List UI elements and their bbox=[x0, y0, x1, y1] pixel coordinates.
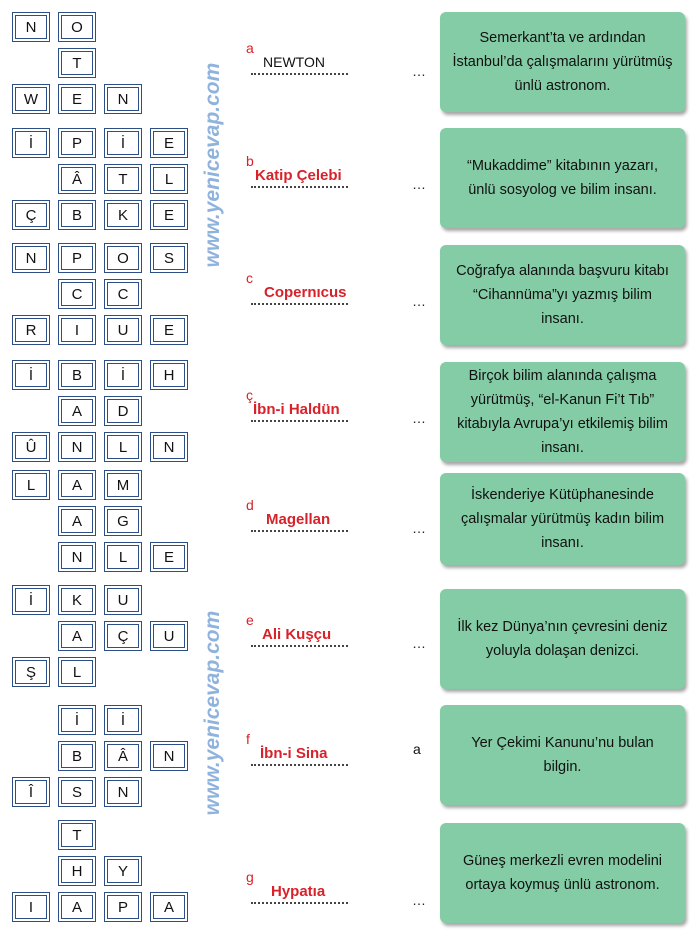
puzzle-tile bbox=[12, 12, 50, 42]
puzzle-letter: N bbox=[71, 438, 83, 456]
puzzle-tile bbox=[150, 741, 188, 771]
answer-text: Copernıcus bbox=[264, 284, 347, 301]
puzzle-tile bbox=[58, 741, 96, 771]
puzzle-letter: O bbox=[117, 249, 129, 267]
puzzle-tile bbox=[12, 432, 50, 462]
puzzle-tile bbox=[58, 621, 96, 651]
description-text: İlk kez Dünya’nın çevresini deniz yoluyla dolaşan denizci. bbox=[457, 619, 668, 659]
description-text: Güneş merkezli evren modelini ortaya koymuş ünlü astronom. bbox=[462, 853, 663, 893]
answer-blank-line[interactable] bbox=[251, 303, 348, 305]
answer-blank-line[interactable] bbox=[251, 73, 348, 75]
puzzle-letter: L bbox=[26, 476, 36, 494]
puzzle-letter: P bbox=[71, 134, 82, 152]
puzzle-letter: Ç bbox=[25, 206, 37, 224]
description-text: “Mukaddime” kitabının yazarı, ünlü sosyolog ve bilim insanı. bbox=[467, 158, 658, 198]
puzzle-letter: Ş bbox=[25, 663, 36, 681]
puzzle-letter: A bbox=[71, 627, 82, 645]
description-text: Coğrafya alanında başvuru kitabı “Cihannüma”yı yazmış bilim insanı. bbox=[456, 263, 669, 327]
puzzle-tile bbox=[150, 432, 188, 462]
puzzle-tile bbox=[150, 892, 188, 922]
answer-text: Hypatıa bbox=[271, 883, 326, 900]
puzzle-letter: M bbox=[116, 476, 130, 494]
description-card bbox=[440, 245, 685, 345]
puzzle-tile bbox=[58, 432, 96, 462]
puzzle-tile bbox=[12, 892, 50, 922]
puzzle-tile bbox=[150, 542, 188, 572]
description-text: Birçok bilim alanında çalışma yürütmüş, “el-Kanun Fi’t Tıb” kitabıyla Avrupa’yı etkilemiş bilim insanı. bbox=[457, 368, 668, 456]
answer-text: İbn-i Haldün bbox=[253, 401, 340, 418]
puzzle-tile bbox=[104, 892, 142, 922]
puzzle-letter: D bbox=[117, 402, 129, 420]
description-card bbox=[440, 589, 685, 689]
puzzle-tile bbox=[150, 243, 188, 273]
puzzle-letter: E bbox=[163, 321, 174, 339]
puzzle-letter: Â bbox=[71, 170, 82, 188]
answer-blank-line[interactable] bbox=[251, 420, 348, 422]
puzzle-tile bbox=[104, 315, 142, 345]
puzzle-tile bbox=[150, 200, 188, 230]
answer-blank-line[interactable] bbox=[251, 530, 348, 532]
puzzle-tile bbox=[104, 705, 142, 735]
puzzle-letter: E bbox=[163, 548, 174, 566]
puzzle-tile bbox=[104, 396, 142, 426]
puzzle-tile bbox=[58, 542, 96, 572]
puzzle-letter: N bbox=[25, 249, 37, 267]
match-blank[interactable]: … bbox=[412, 293, 427, 309]
puzzle-letter: İ bbox=[120, 134, 126, 152]
answer-blank-line[interactable] bbox=[251, 764, 348, 766]
description-card bbox=[440, 823, 685, 923]
description-card bbox=[440, 362, 685, 462]
puzzle-letter: I bbox=[74, 321, 80, 339]
item-letter: f bbox=[246, 731, 250, 747]
puzzle-tile bbox=[58, 243, 96, 273]
puzzle-tile bbox=[58, 279, 96, 309]
puzzle-letter: I bbox=[28, 898, 34, 916]
puzzle-letter: N bbox=[117, 783, 129, 801]
puzzle-letter: A bbox=[71, 402, 82, 420]
puzzle-letter: B bbox=[71, 206, 82, 224]
item-letter: g bbox=[246, 869, 254, 885]
puzzle-tile bbox=[104, 470, 142, 500]
puzzle-letter: C bbox=[117, 285, 129, 303]
puzzle-letter: L bbox=[118, 548, 128, 566]
match-blank[interactable]: … bbox=[412, 63, 427, 79]
puzzle-letter: A bbox=[71, 476, 82, 494]
match-blank[interactable]: … bbox=[412, 410, 427, 426]
puzzle-tile bbox=[58, 164, 96, 194]
puzzle-letter: U bbox=[163, 627, 175, 645]
puzzle-letter: L bbox=[72, 663, 82, 681]
puzzle-letter: Û bbox=[25, 438, 37, 456]
description-card bbox=[440, 705, 685, 805]
puzzle-letter: B bbox=[71, 366, 82, 384]
puzzle-letter: R bbox=[25, 321, 37, 339]
puzzle-tile bbox=[58, 777, 96, 807]
puzzle-tile bbox=[58, 48, 96, 78]
puzzle-tile bbox=[104, 506, 142, 536]
puzzle-tile bbox=[104, 84, 142, 114]
puzzle-tile bbox=[104, 164, 142, 194]
puzzle-tile bbox=[104, 585, 142, 615]
puzzle-letter: O bbox=[71, 18, 83, 36]
puzzle-letter: A bbox=[163, 898, 174, 916]
puzzle-tile bbox=[58, 470, 96, 500]
puzzle-letter: Y bbox=[117, 862, 128, 880]
puzzle-tile bbox=[104, 128, 142, 158]
puzzle-tile bbox=[58, 705, 96, 735]
puzzle-tile bbox=[104, 741, 142, 771]
puzzle-letter: G bbox=[117, 512, 129, 530]
puzzle-letter: K bbox=[117, 206, 128, 224]
puzzle-letter: E bbox=[163, 134, 174, 152]
puzzle-letter: N bbox=[71, 548, 83, 566]
answer-blank-line[interactable] bbox=[251, 645, 348, 647]
answer-text: Ali Kuşçu bbox=[262, 626, 332, 643]
puzzle-letter: P bbox=[117, 898, 128, 916]
puzzle-tile bbox=[150, 360, 188, 390]
match-blank[interactable]: … bbox=[412, 520, 427, 536]
puzzle-tile bbox=[12, 657, 50, 687]
description-text: İskenderiye Kütüphanesinde çalışmalar yürütmüş kadın bilim insanı. bbox=[460, 487, 665, 551]
puzzle-tile bbox=[104, 360, 142, 390]
puzzle-tile bbox=[58, 506, 96, 536]
puzzle-tile bbox=[104, 621, 142, 651]
puzzle-tile bbox=[12, 777, 50, 807]
puzzle-letter: T bbox=[72, 826, 82, 844]
puzzle-letter: T bbox=[118, 170, 128, 188]
puzzle-letter: S bbox=[163, 249, 174, 267]
puzzle-letter: P bbox=[71, 249, 82, 267]
puzzle-tile bbox=[58, 315, 96, 345]
puzzle-letter: İ bbox=[28, 366, 34, 384]
puzzle-tile bbox=[58, 128, 96, 158]
puzzle-letter: A bbox=[71, 898, 82, 916]
puzzle-tile bbox=[104, 856, 142, 886]
puzzle-tile bbox=[58, 820, 96, 850]
puzzle-letter: N bbox=[117, 90, 129, 108]
puzzle-tile bbox=[58, 200, 96, 230]
puzzle-letter: İ bbox=[120, 711, 126, 729]
description-card bbox=[440, 12, 685, 112]
puzzle-letter: H bbox=[163, 366, 175, 384]
match-letter: a bbox=[413, 741, 421, 757]
description-text: Semerkant’ta ve ardından İstanbul’da çalışmalarını yürütmüş ünlü astronom. bbox=[452, 30, 673, 94]
answer-text: NEWTON bbox=[263, 54, 325, 70]
item-letter: d bbox=[246, 497, 254, 513]
puzzle-letter: N bbox=[25, 18, 37, 36]
puzzle-letter: İ bbox=[120, 366, 126, 384]
puzzle-tile bbox=[12, 128, 50, 158]
puzzle-letter: N bbox=[163, 438, 175, 456]
puzzle-tile bbox=[150, 621, 188, 651]
watermark-bottom: www.yenicevap.com bbox=[201, 610, 224, 816]
puzzle-letter: H bbox=[71, 862, 83, 880]
description-card bbox=[440, 473, 685, 565]
puzzle-tile bbox=[58, 657, 96, 687]
puzzle-letter: Ç bbox=[117, 627, 129, 645]
puzzle-tile bbox=[12, 243, 50, 273]
puzzle-tile bbox=[12, 360, 50, 390]
description-card bbox=[440, 128, 685, 228]
puzzle-tile bbox=[58, 360, 96, 390]
answer-blank-line[interactable] bbox=[251, 902, 348, 904]
item-letter: e bbox=[246, 612, 254, 628]
match-blank[interactable]: … bbox=[412, 892, 427, 908]
puzzle-tile bbox=[150, 164, 188, 194]
puzzle-letter: C bbox=[71, 285, 83, 303]
puzzle-tile bbox=[58, 892, 96, 922]
puzzle-tile bbox=[12, 470, 50, 500]
puzzle-tile bbox=[58, 585, 96, 615]
puzzle-letter: A bbox=[71, 512, 82, 530]
puzzle-tile bbox=[12, 585, 50, 615]
puzzle-tile bbox=[104, 432, 142, 462]
puzzle-tile bbox=[104, 542, 142, 572]
puzzle-tile bbox=[104, 777, 142, 807]
answer-text: İbn-i Sina bbox=[260, 745, 328, 762]
puzzle-tile bbox=[58, 396, 96, 426]
item-letter: b bbox=[246, 153, 254, 169]
puzzle-letter: U bbox=[117, 321, 129, 339]
answer-blank-line[interactable] bbox=[251, 186, 348, 188]
puzzle-tile bbox=[150, 315, 188, 345]
match-blank[interactable]: … bbox=[412, 635, 427, 651]
answer-text: Magellan bbox=[266, 511, 331, 528]
puzzle-letter: W bbox=[23, 90, 39, 108]
puzzle-letter: N bbox=[163, 747, 175, 765]
puzzle-letter: İ bbox=[28, 591, 34, 609]
puzzle-letter: İ bbox=[28, 134, 34, 152]
puzzle-letter: L bbox=[118, 438, 128, 456]
item-letter: ç bbox=[246, 387, 253, 403]
puzzle-letter: Â bbox=[117, 747, 128, 765]
puzzle-tile bbox=[104, 279, 142, 309]
puzzle-tile bbox=[150, 128, 188, 158]
puzzle-letter: Î bbox=[28, 783, 34, 801]
puzzle-letter: E bbox=[71, 90, 82, 108]
puzzle-letter: T bbox=[72, 54, 82, 72]
item-letter: c bbox=[246, 270, 253, 286]
puzzle-tile bbox=[12, 315, 50, 345]
description-text: Yer Çekimi Kanunu’nu bulan bilgin. bbox=[471, 735, 654, 775]
puzzle-tile bbox=[58, 856, 96, 886]
puzzle-tile bbox=[12, 200, 50, 230]
puzzle-letter: U bbox=[117, 591, 129, 609]
puzzle-letter: K bbox=[71, 591, 82, 609]
puzzle-letter: B bbox=[71, 747, 82, 765]
puzzle-tile bbox=[12, 84, 50, 114]
puzzle-tile bbox=[58, 84, 96, 114]
puzzle-letter: E bbox=[163, 206, 174, 224]
puzzle-letter: L bbox=[164, 170, 174, 188]
puzzle-letter: İ bbox=[74, 711, 80, 729]
puzzle-tile bbox=[104, 200, 142, 230]
watermark-top: www.yenicevap.com bbox=[201, 62, 224, 268]
match-blank[interactable]: … bbox=[412, 176, 427, 192]
puzzle-tile bbox=[58, 12, 96, 42]
item-letter: a bbox=[246, 40, 254, 56]
puzzle-tile bbox=[104, 243, 142, 273]
puzzle-letter: S bbox=[71, 783, 82, 801]
answer-text: Katip Çelebi bbox=[255, 167, 342, 184]
